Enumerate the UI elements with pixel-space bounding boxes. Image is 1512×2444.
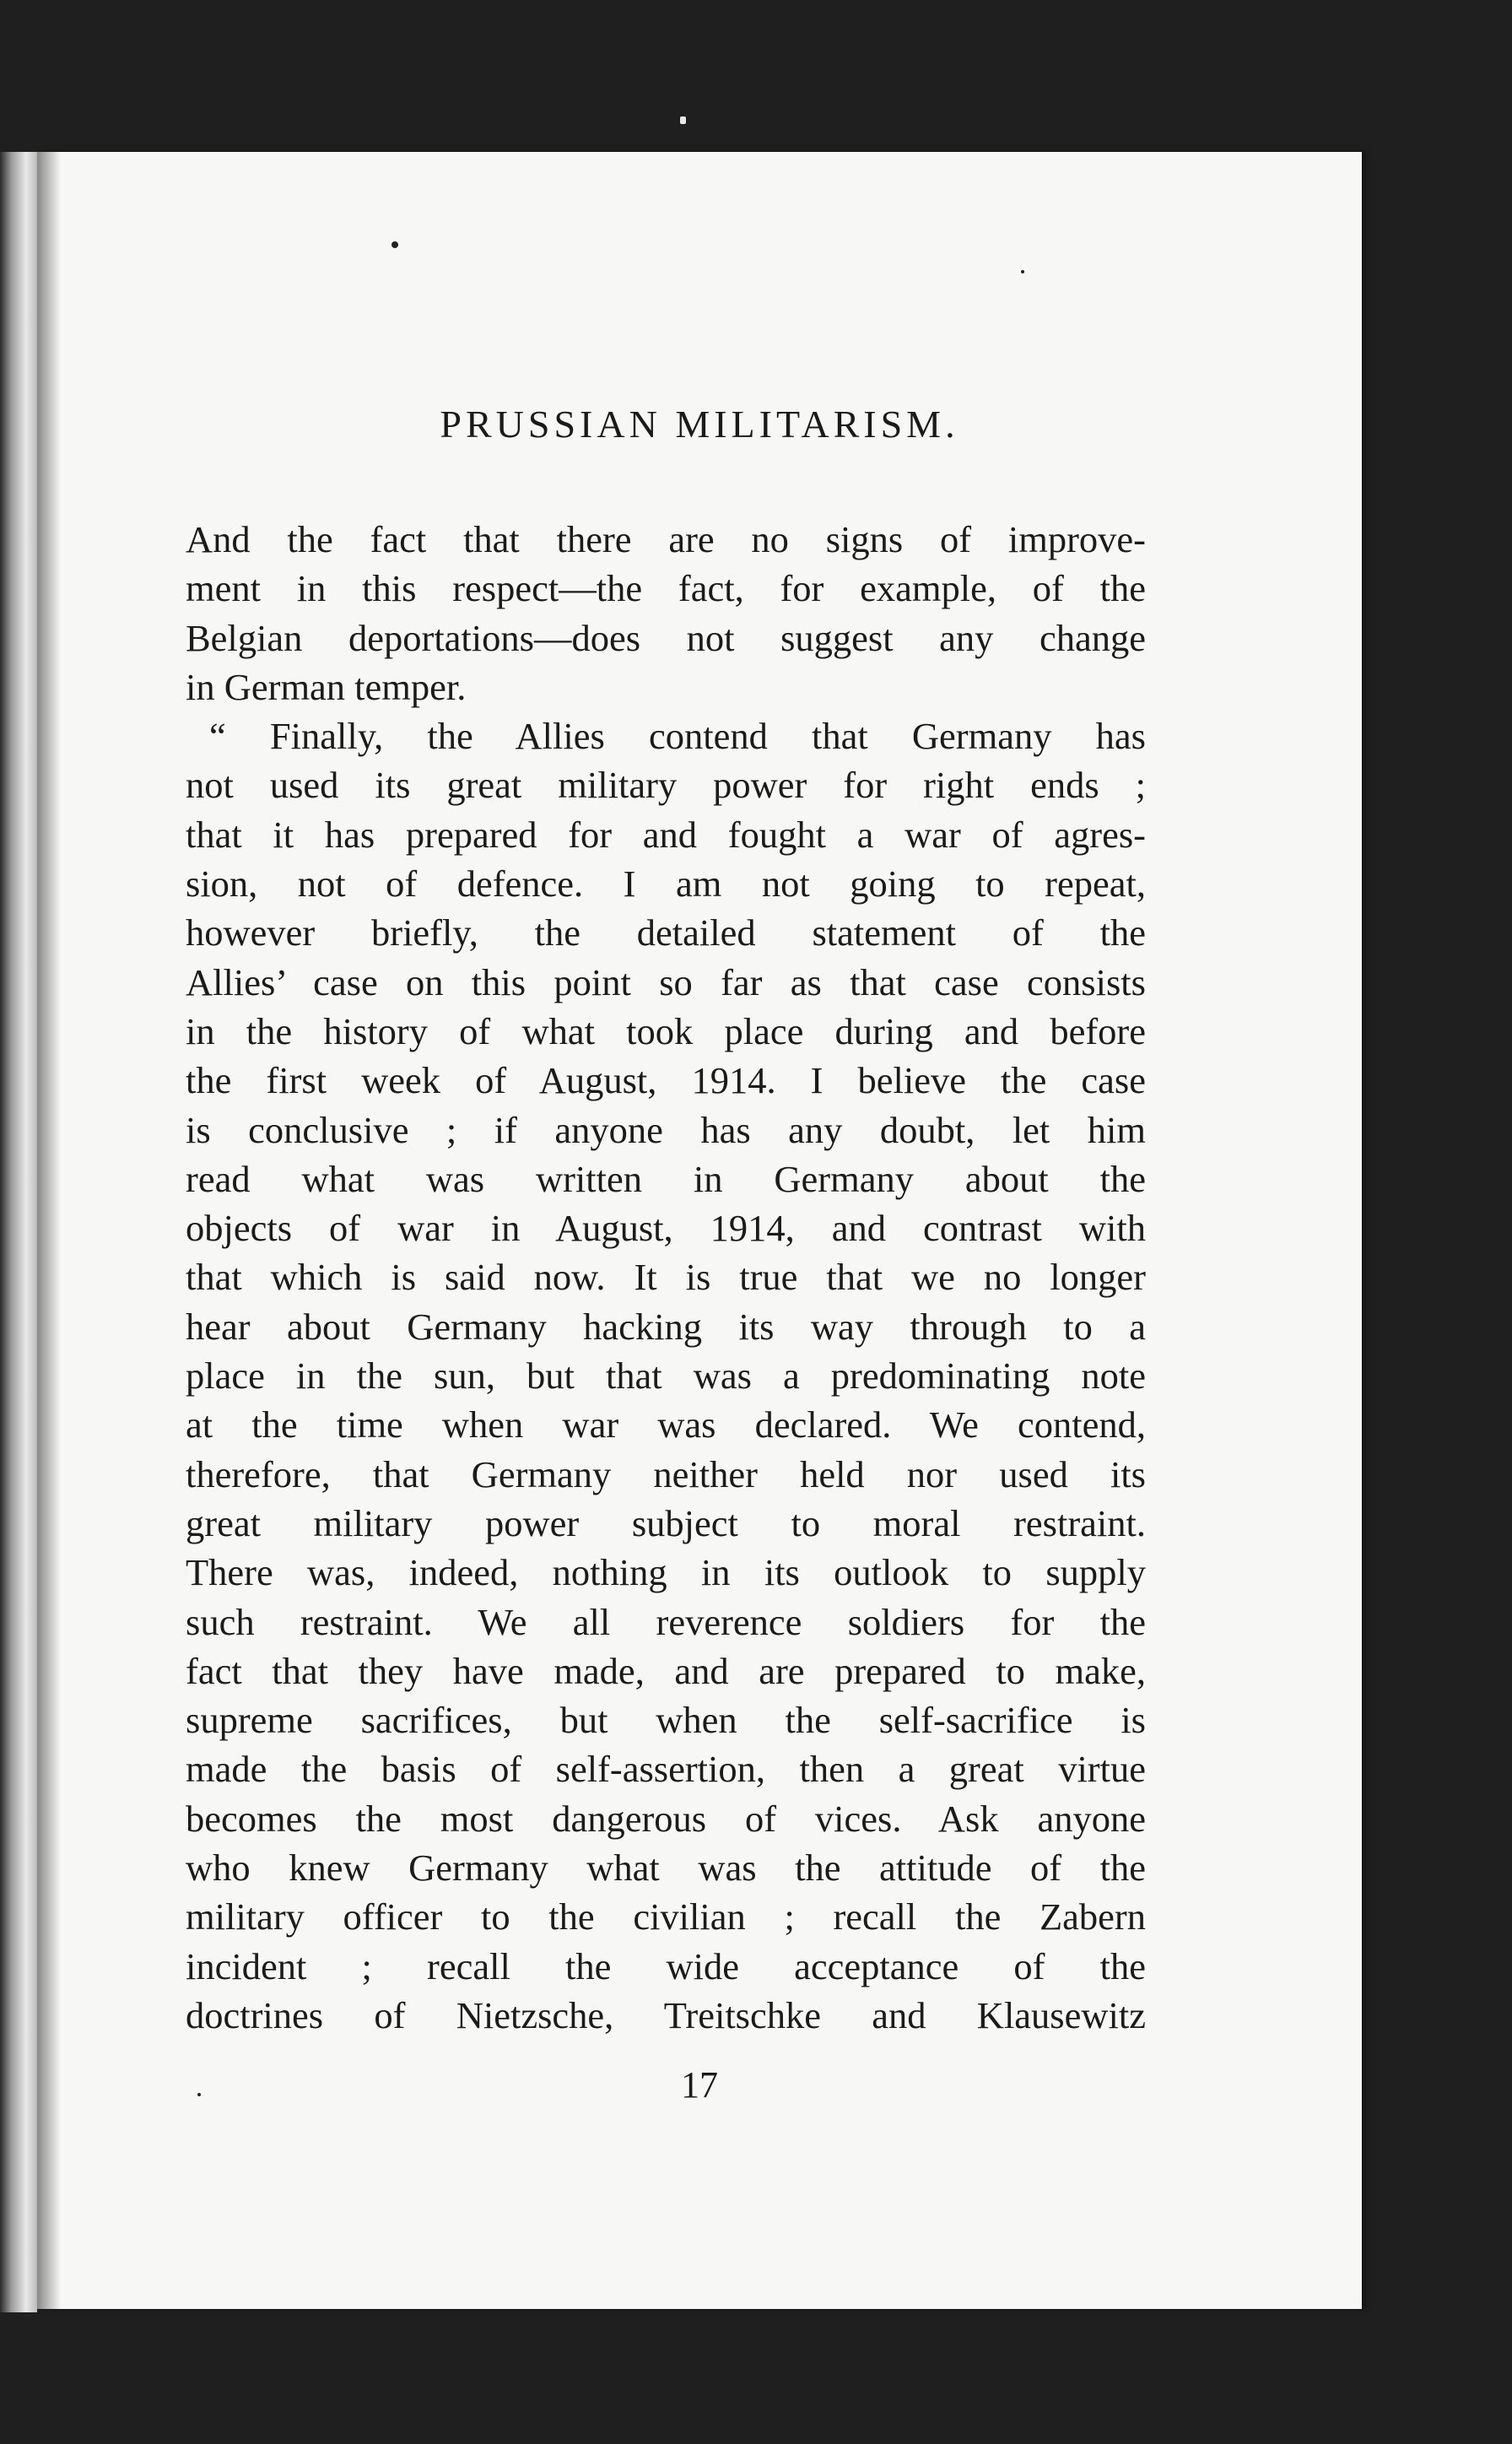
text-line: Belgian deportations—does not suggest any change <box>186 616 1146 659</box>
text-line: There was, indeed, nothing in its outlook to supply <box>186 1551 1146 1594</box>
dust-speck <box>680 116 686 124</box>
text-line: “ Finally, the Allies contend that Germany has <box>209 715 1146 758</box>
gutter-shadow <box>37 152 61 2309</box>
text-line: in German temper. <box>186 665 467 708</box>
text-line: sion, not of defence. I am not going to repeat, <box>186 862 1146 906</box>
body-text <box>186 515 1146 2040</box>
text-line: doctrines of Nietzsche, Treitschke and Klausewitz <box>186 1993 1146 2036</box>
text-line: therefore, that Germany neither held nor used its <box>186 1452 1146 1495</box>
text-line: read what was written in Germany about the <box>186 1157 1146 1200</box>
text-line: that which is said now. It is true that we no longer <box>186 1256 1146 1299</box>
text-line: who knew Germany what was the attitude of the <box>186 1847 1146 1890</box>
text-line: fact that they have made, and are prepared to make, <box>186 1649 1146 1692</box>
text-line: not used its great military power for right ends ; <box>186 764 1146 807</box>
text-line: ment in this respect—the fact, for example, of the <box>186 567 1146 610</box>
text-line: incident ; recall the wide acceptance of the <box>186 1944 1146 1987</box>
dust-speck <box>197 2093 201 2096</box>
text-line: objects of war in August, 1914, and contrast with <box>186 1207 1146 1250</box>
text-line: such restraint. We all reverence soldiers for the <box>186 1600 1146 1643</box>
dust-speck <box>1021 270 1024 273</box>
text-line: made the basis of self-assertion, then a great virtue <box>186 1748 1146 1791</box>
text-line: in the history of what took place during and before <box>186 1009 1146 1052</box>
text-line: And the fact that there are no signs of improve- <box>186 518 1146 560</box>
text-line: hear about Germany hacking its way through to a <box>186 1305 1146 1348</box>
text-line: becomes the most dangerous of vices. Ask anyone <box>186 1797 1146 1840</box>
text-line: supreme sacrifices, but when the self-sacrifice is <box>186 1699 1146 1742</box>
text-line: military officer to the civilian ; recall the Zabern <box>186 1895 1146 1938</box>
text-line: place in the sun, but that was a predominating note <box>186 1354 1146 1398</box>
running-head: PRUSSIAN MILITARISM. <box>440 403 959 446</box>
text-line: that it has prepared for and fought a war of agres- <box>186 813 1146 856</box>
text-line: great military power subject to moral restraint. <box>186 1501 1146 1544</box>
text-line: the first week of August, 1914. I believe the case <box>186 1059 1146 1102</box>
text-line: Allies’ case on this point so far as that case consists <box>186 960 1146 1003</box>
book-page <box>37 152 1362 2309</box>
previous-page-edge <box>0 152 37 2312</box>
page-number: 17 <box>681 2064 718 2106</box>
dust-speck <box>392 241 398 248</box>
text-line: is conclusive ; if anyone has any doubt, let him <box>186 1108 1146 1151</box>
text-line: however briefly, the detailed statement of the <box>186 911 1146 954</box>
text-line: at the time when war was declared. We contend, <box>186 1403 1146 1446</box>
